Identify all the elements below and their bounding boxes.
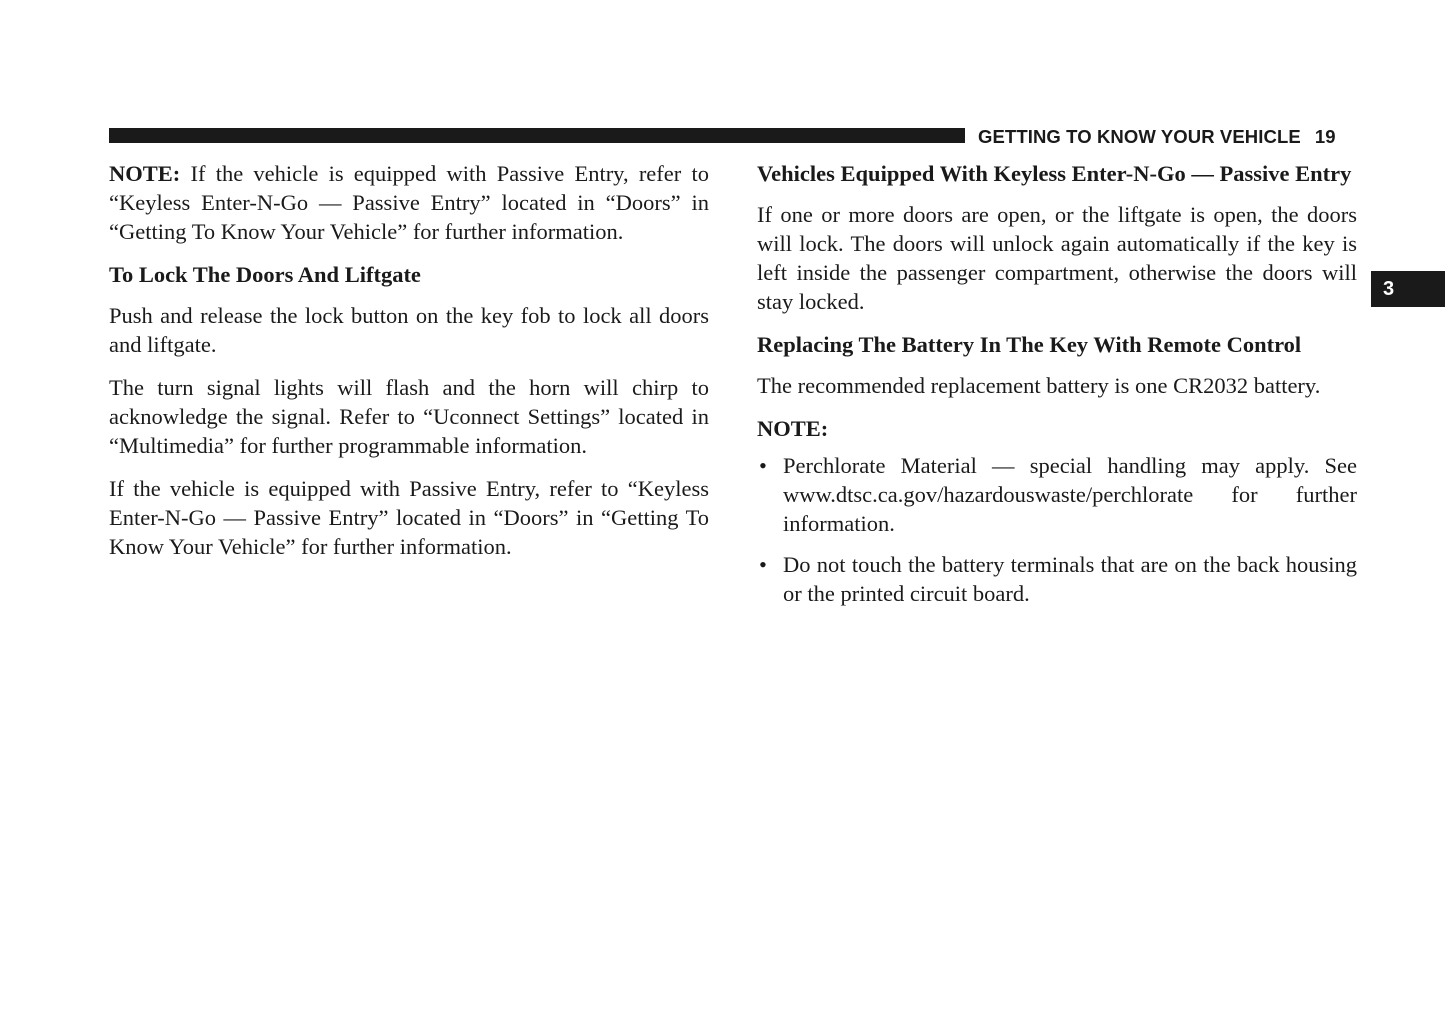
note-text: If the vehicle is equipped with Passive Entry, refer to “Keyless Enter-N-Go — Passive Entry” located in “Doors” in “Getting To Know Your Vehicle” for further information. [109,161,709,244]
passive-entry-paragraph: If the vehicle is equipped with Passive Entry, refer to “Keyless Enter-N-Go — Passive Entry” located in “Doors” in “Getting To Know Your Vehicle” for further information. [109,476,709,559]
keyless-heading: Vehicles Equipped With Keyless Enter-N-Go — Passive Entry [757,161,1352,186]
bullet-icon: • [759,453,767,478]
note-paragraph [109,159,709,246]
section-title: GETTING TO KNOW YOUR VEHICLE [978,126,1301,147]
battery-heading: Replacing The Battery In The Key With Remote Control [757,332,1302,357]
bullet-item-perchlorate [757,451,1357,538]
doors-open-paragraph: If one or more doors are open, or the liftgate is open, the doors will lock. The doors will unlock again automatically if the key is left inside the passenger compartment, otherwise the doors will stay locked. [757,202,1357,314]
battery-paragraph: The recommended replacement battery is one CR2032 battery. [757,373,1321,398]
right-column [757,159,1357,620]
header-rule [109,128,965,143]
note-heading: NOTE: [757,416,829,441]
bullet-icon: • [759,552,767,577]
lock-doors-heading: To Lock The Doors And Liftgate [109,262,421,287]
signal-paragraph: The turn signal lights will flash and the horn will chirp to acknowledge the signal. Refer to “Uconnect Settings” located in “Multimedia” for further programmable information. [109,375,709,458]
bullet-item-terminals [757,550,1357,608]
bullet-text: Do not touch the battery terminals that are on the back housing or the printed circuit board. [783,552,1357,606]
bullet-text: Perchlorate Material — special handling may apply. See www.dtsc.ca.gov/hazardouswaste/perchlorate for further information. [783,453,1357,536]
left-column [109,159,709,575]
lock-instructions-paragraph: Push and release the lock button on the key fob to lock all doors and liftgate. [109,303,709,357]
chapter-tab: 3 [1371,271,1445,307]
running-header [978,126,1336,148]
page-number: 19 [1314,126,1336,147]
note-label: NOTE: [109,161,181,186]
note-bullet-list [757,451,1357,608]
